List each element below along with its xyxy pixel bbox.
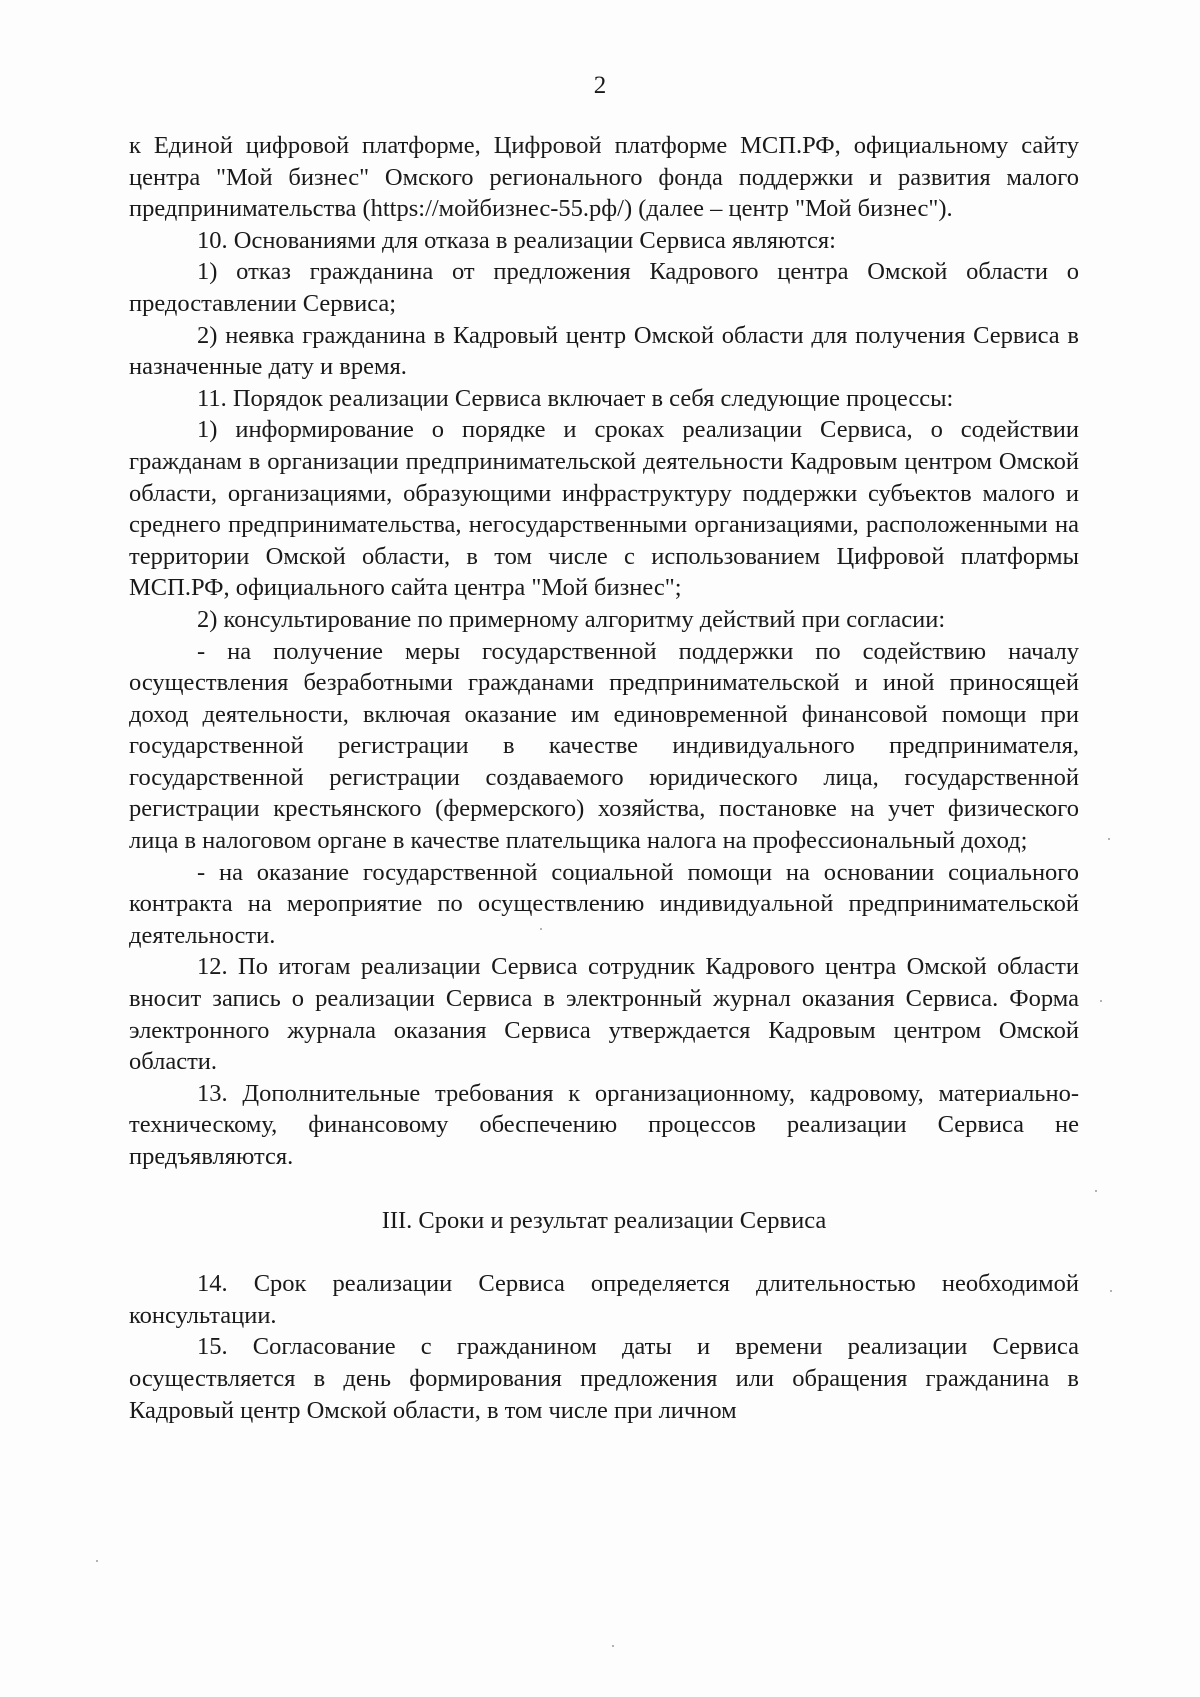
scan-speck <box>1100 1000 1102 1002</box>
scan-speck <box>1095 1190 1097 1192</box>
paragraph-item-13: 13. Дополнительные требования к организационному, кадровому, материально-техническому, финансовому обеспечению процессов реализации Сервиса не предъявляются. <box>129 1079 1079 1170</box>
scan-speck <box>1108 838 1110 840</box>
scan-speck <box>612 1645 614 1647</box>
page-number: 2 <box>593 72 607 99</box>
paragraph-continuation: к Единой цифровой платформе, Цифровой платформе МСП.РФ, официальному сайту центра "Мой бизнес" Омского регионального фонда поддержки и развития малого предпринимательства (https://мойбизнес-55.рф/) (далее – центр "Мой бизнес"). <box>129 132 1079 223</box>
paragraph-item-11-1: 1) информирование о порядке и сроках реализации Сервиса, о содействии гражданам в организации предпринимательской деятельности Кадровым центром Омской области, организациями, образующими инфраструктуру поддержки субъектов малого и среднего предпринимательства, негосударственными организациями, расположенными на территории Омской области, в том числе с использованием Цифровой платформы МСП.РФ, официального сайта центра "Мой бизнес"; <box>129 416 1079 602</box>
paragraph-item-14: 14. Срок реализации Сервиса определяется длительностью необходимой консультации. <box>129 1270 1079 1329</box>
paragraph-item-15: 15. Согласование с гражданином даты и времени реализации Сервиса осуществляется в день формирования предложения или обращения гражданина в Кадровый центр Омской области, в том числе при личном <box>129 1333 1079 1424</box>
paragraph-item-10-1: 1) отказ гражданина от предложения Кадрового центра Омской области о предоставлении Сервиса; <box>129 258 1079 317</box>
paragraph-item-11-2: 2) консультирование по примерному алгоритму действий при согласии: <box>197 605 946 633</box>
paragraph-item-11: 11. Порядок реализации Сервиса включает в себя следующие процессы: <box>197 384 954 412</box>
paragraph-bullet-support: - на получение меры государственной поддержки по содействию началу осуществления безработными гражданами предпринимательской и иной приносящей доход деятельности, включая оказание им единовременной финансовой помощи при государственной регистрации в качестве индивидуального предпринимателя, государственной регистрации создаваемого юридического лица, государственной регистрации крестьянского (фермерского) хозяйства, постановке на учет физического лица в налоговом органе в качестве плательщика налога на профессиональный доход; <box>129 637 1079 855</box>
paragraph-item-10: 10. Основаниями для отказа в реализации Сервиса являются: <box>197 226 836 254</box>
paragraph-bullet-social: - на оказание государственной социальной помощи на основании социального контракта на мероприятие по осуществлению индивидуальной предпринимательской деятельности. <box>129 858 1079 949</box>
document-body <box>129 130 1079 1426</box>
paragraph-item-10-2: 2) неявка гражданина в Кадровый центр Омской области для получения Сервиса в назначенные дату и время. <box>129 321 1079 381</box>
section-heading: III. Сроки и результат реализации Сервиса <box>381 1206 827 1234</box>
scan-speck <box>1110 1290 1112 1292</box>
scan-speck <box>96 1560 98 1562</box>
scan-speck <box>540 928 542 930</box>
paragraph-item-12: 12. По итогам реализации Сервиса сотрудник Кадрового центра Омской области вносит запись о реализации Сервиса в электронный журнал оказания Сервиса. Форма электронного журнала оказания Сервиса утверждается Кадровым центром Омской области. <box>129 953 1079 1076</box>
